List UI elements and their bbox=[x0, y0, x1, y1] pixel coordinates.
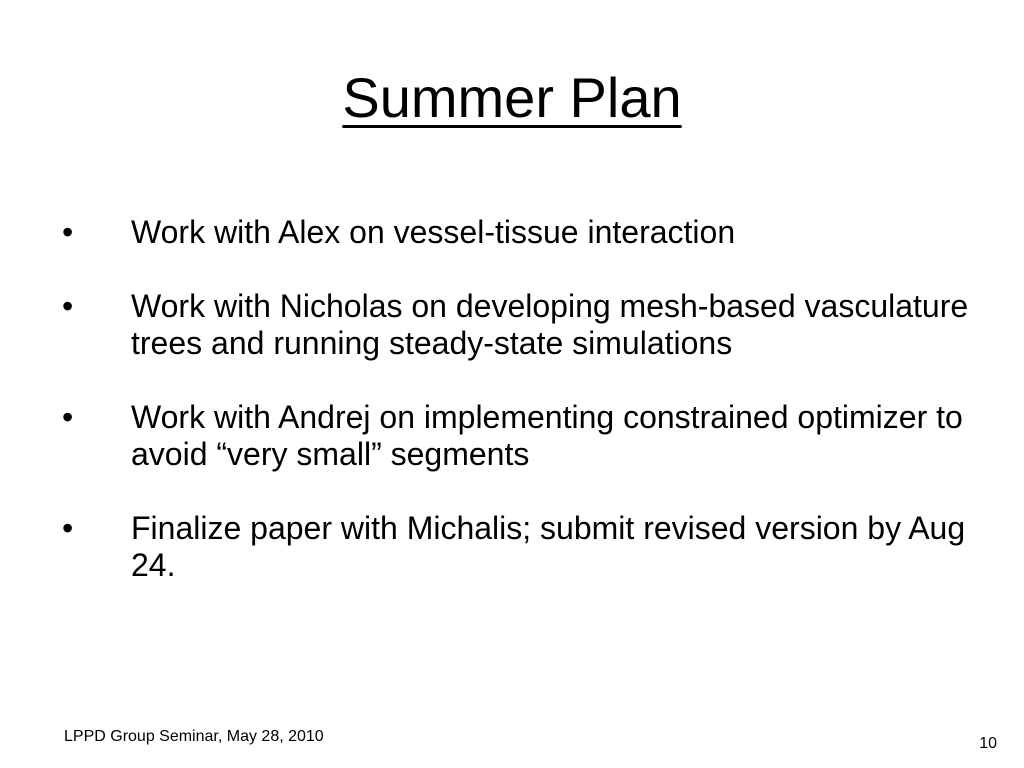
slide-title-text: Summer Plan bbox=[342, 66, 682, 129]
bullet-marker: • bbox=[62, 288, 74, 324]
bullet-item bbox=[62, 288, 992, 362]
page-number: 10 bbox=[979, 735, 997, 752]
bullet-list bbox=[62, 214, 992, 621]
bullet-text: Work with Alex on vessel-tissue interaction bbox=[131, 214, 736, 250]
bullet-marker: • bbox=[62, 214, 74, 250]
bullet-marker: • bbox=[62, 399, 74, 435]
bullet-item bbox=[62, 510, 992, 584]
bullet-marker: • bbox=[62, 510, 74, 546]
footer-text: LPPD Group Seminar, May 28, 2010 bbox=[64, 728, 324, 745]
bullet-text: Finalize paper with Michalis; submit revised version by Aug 24. bbox=[131, 510, 966, 583]
bullet-text: Work with Nicholas on developing mesh-based vasculature trees and running steady-state simulations bbox=[131, 288, 969, 361]
slide-title bbox=[0, 62, 1024, 134]
bullet-item bbox=[62, 214, 992, 251]
bullet-text: Work with Andrej on implementing constrained optimizer to avoid “very small” segments bbox=[131, 399, 963, 472]
bullet-item bbox=[62, 399, 992, 473]
